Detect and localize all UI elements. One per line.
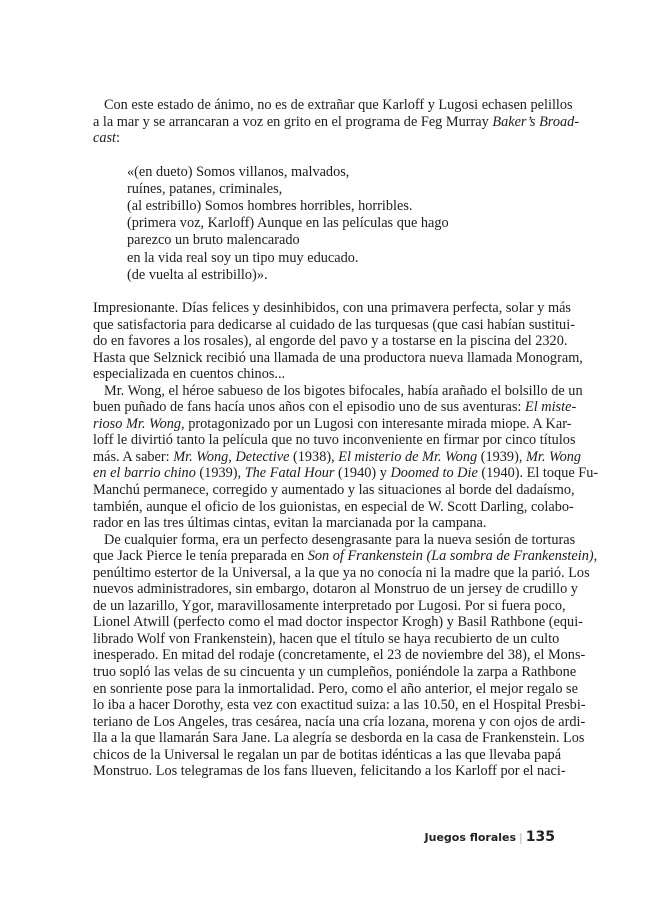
text-line — [93, 113, 580, 131]
text-run: en sonriente pose para la inmortalidad. Pero, como el año anterior, el mejor regalo se — [93, 680, 578, 697]
text-run: inesperado. En mitad del rodaje (concretamente, el 23 de noviembre del 38), el Mons- — [93, 647, 586, 664]
text-line — [93, 548, 598, 565]
text-run: (al estribillo) Somos hombres horribles, horribles. — [127, 198, 413, 215]
text-line — [93, 680, 578, 698]
italic-title: Son of Frankenstein (La sombra de Frankenstein), — [307, 548, 598, 565]
text-run: lo iba a hacer Dorothy, esta vez con exactitud suiza: a las 10.50, en el Hospital Presbi- — [93, 697, 586, 714]
italic-title: The Fatal Hour — [244, 465, 335, 482]
text-run: rador en las tres últimas cintas, evitan la marcianada por la campana. — [93, 515, 487, 532]
paragraph — [93, 299, 583, 383]
text-run: penúltimo estertor de la Universal, a la que ya no conocía ni la madre que la parió. Los — [93, 564, 590, 581]
text-line — [93, 730, 585, 747]
text-line — [93, 697, 586, 714]
text-run: De cualquier forma, era un perfecto desengrasante para la nueva sesión de torturas — [104, 531, 576, 548]
page-number: 135 — [525, 829, 555, 845]
verse-quote — [93, 164, 557, 284]
text-line — [93, 498, 574, 516]
text-run: Manchú permanece, corregido y aumentado y las situaciones al borde del dadaísmo, — [93, 481, 575, 498]
text-line — [93, 349, 583, 367]
italic-title: Mr. Wong, Detective — [173, 448, 290, 465]
text-line — [93, 647, 586, 664]
italic-title: Baker’s Broad- — [492, 113, 580, 130]
text-run: «(en dueto) Somos villanos, malvados, — [127, 163, 350, 180]
italic-title: rioso Mr. Wong, — [93, 415, 185, 432]
italic-title: El miste- — [524, 399, 577, 416]
italic-title: en el barrio chino — [93, 465, 196, 482]
paragraph — [93, 382, 599, 532]
text-run: más. A saber: — [93, 448, 174, 465]
text-line — [93, 581, 578, 598]
text-line — [93, 415, 572, 433]
text-run: especializada en cuentos chinos... — [93, 366, 286, 383]
text-run: lla a la que llamarán Sara Jane. La alegría se desborda en la casa de Frankenstein. Los — [93, 730, 585, 747]
text-run: (de vuelta al estribillo)». — [127, 266, 268, 283]
italic-title: cast — [93, 130, 117, 147]
text-run: Con este estado de ánimo, no es de extrañar que Karloff y Lugosi echasen pelillos — [104, 97, 573, 113]
text-run: (primera voz, Karloff) Aunque en las películas que hago — [127, 215, 449, 232]
page-body — [93, 97, 599, 780]
text-run: (1939), — [195, 465, 245, 482]
text-line — [93, 333, 568, 350]
text-line — [93, 316, 575, 334]
text-run: loff le divirtió tanto la película que no tuvo inconveniente en firmar por cinco títulos — [93, 432, 576, 449]
text-run: Monstruo. Los telegramas de los fans llueven, felicitando a los Karloff por el naci- — [93, 763, 566, 780]
text-run: de un lazarillo, Ygor, maravillosamente interpretado por Lugosi. Por si fuera poco, — [93, 597, 566, 614]
text-line — [93, 481, 575, 499]
text-line — [93, 97, 573, 114]
text-line — [93, 630, 560, 648]
text-run: protagonizado por un Lugosi con interesante mirada miope. A Kar- — [184, 415, 572, 432]
text-line — [93, 515, 557, 532]
text-run: buen puñado de fans hacía unos años con el episodio uno de sus aventuras: — [93, 399, 525, 416]
text-run: librado Wolf von Frankenstein), hacen que el título se haya recubierto de un culto — [93, 630, 560, 647]
text-run: teriano de Los Angeles, tras cesárea, nacía una cría lozana, morena y con ojos de ardi- — [93, 713, 586, 730]
text-line — [93, 597, 566, 615]
text-run: (1939), — [477, 448, 526, 465]
running-footer — [425, 829, 555, 845]
text-line — [93, 215, 557, 232]
text-line — [93, 164, 557, 181]
text-run: a la mar y se arrancaran a voz en grito en el programa de Feg Murray — [93, 113, 493, 130]
text-run: parezco un bruto malencarado — [127, 232, 300, 249]
text-line — [93, 713, 586, 731]
text-run: que satisfactoria para dedicarse al cuidado de las turquesas (que casi habían sustitui- — [93, 316, 575, 333]
text-run: que Jack Pierce le tenía preparada en — [93, 548, 308, 565]
text-line — [93, 130, 557, 147]
paragraph — [93, 97, 580, 147]
footer-separator: | — [519, 831, 523, 844]
text-line — [93, 198, 557, 215]
paragraph — [93, 531, 598, 780]
text-line — [93, 382, 583, 400]
italic-title: Mr. Wong — [525, 448, 582, 465]
text-run: en la vida real soy un tipo muy educado. — [127, 249, 359, 266]
text-line — [93, 448, 582, 466]
text-line — [93, 531, 576, 549]
text-line — [93, 267, 557, 284]
footer-section-title: Juegos florales — [424, 831, 517, 844]
text-run: : — [116, 130, 121, 147]
text-run: Lionel Atwill (perfecto como el mad doctor inspector Krogh) y Basil Rathbone (equi- — [93, 614, 583, 631]
text-line — [93, 465, 599, 482]
text-line — [93, 746, 562, 764]
text-line — [93, 232, 557, 249]
text-line — [93, 432, 576, 449]
text-run: do en favores a los rosales), al engorde del pavo y a tostarse en la piscina del 2320. — [93, 333, 568, 350]
italic-title: Doomed to Die — [390, 465, 478, 482]
text-line — [93, 663, 577, 681]
text-run: (1938), — [289, 448, 339, 465]
italic-title: El misterio de Mr. Wong — [338, 448, 478, 465]
text-run: truo sopló las velas de su cincuenta y un cumpleños, poniéndole la zarpa a Rathbone — [93, 663, 577, 680]
text-run: también, aunque el oficio de los guionistas, en especial de W. Scott Darling, colabo- — [93, 498, 574, 515]
text-run: chicos de la Universal le regalan un par de botitas idénticas a las que llevaba papá — [93, 746, 562, 763]
text-run: Hasta que Selznick recibió una llamada de una productora nueva llamada Monogram, — [93, 349, 583, 366]
text-run: nuevos administradores, sin embargo, dotaron al Monstruo de un jersey de crudillo y — [93, 581, 578, 598]
text-line — [93, 399, 577, 416]
text-line — [93, 366, 557, 383]
text-run: (1940) y — [334, 465, 391, 482]
text-line — [93, 564, 590, 582]
text-line — [93, 181, 557, 198]
text-run: ruínes, patanes, criminales, — [127, 180, 283, 197]
text-line — [93, 763, 566, 780]
text-line — [93, 614, 583, 631]
text-line — [93, 250, 557, 267]
text-run: Mr. Wong, el héroe sabueso de los bigotes bifocales, había arañado el bolsillo de un — [104, 382, 583, 399]
text-line — [93, 299, 571, 317]
text-run: (1940). El toque Fu- — [477, 465, 599, 482]
text-run: Impresionante. Días felices y desinhibidos, con una primavera perfecta, solar y más — [93, 299, 571, 316]
